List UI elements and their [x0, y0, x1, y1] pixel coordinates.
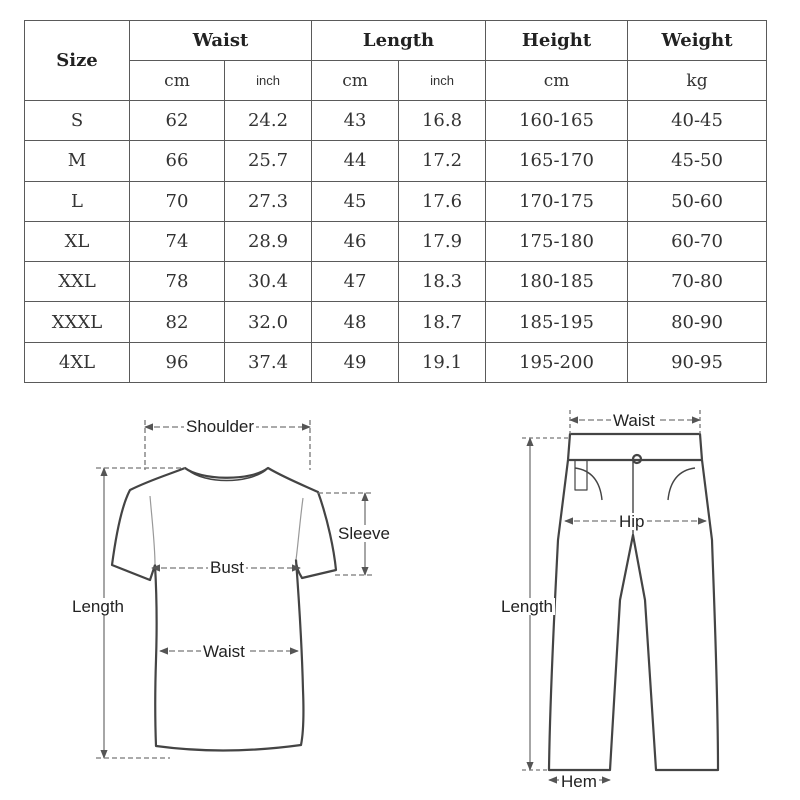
measure-cell: 40-45: [628, 101, 767, 141]
measure-cell: 18.3: [399, 262, 486, 302]
measure-cell: 17.9: [399, 221, 486, 261]
pants-waist-label: Waist: [613, 411, 655, 430]
measure-cell: 185-195: [486, 302, 628, 342]
measure-cell: 175-180: [486, 221, 628, 261]
weight-kg-unit: kg: [628, 61, 767, 101]
measure-cell: 48: [312, 302, 399, 342]
size-cell: XXL: [25, 262, 130, 302]
measure-cell: 45: [312, 181, 399, 221]
measure-cell: 25.7: [225, 141, 312, 181]
measure-cell: 60-70: [628, 221, 767, 261]
measure-cell: 165-170: [486, 141, 628, 181]
length-inch-unit: inch: [399, 61, 486, 101]
measure-cell: 24.2: [225, 101, 312, 141]
measure-cell: 82: [130, 302, 225, 342]
tshirt-sleeve-label: Sleeve: [338, 524, 390, 543]
waist-header: Waist: [130, 21, 312, 61]
measure-cell: 90-95: [628, 342, 767, 382]
length-header: Length: [312, 21, 486, 61]
measure-cell: 70: [130, 181, 225, 221]
measure-cell: 17.2: [399, 141, 486, 181]
measure-cell: 32.0: [225, 302, 312, 342]
tshirt-length-label: Length: [72, 597, 124, 616]
measure-cell: 49: [312, 342, 399, 382]
measure-cell: 62: [130, 101, 225, 141]
size-cell: 4XL: [25, 342, 130, 382]
waist-inch-unit: inch: [225, 61, 312, 101]
pants-hem-label: Hem: [561, 772, 597, 791]
tshirt-measure-lines: [96, 417, 372, 758]
tshirt-bust-label: Bust: [210, 558, 245, 577]
measure-cell: 78: [130, 262, 225, 302]
measure-cell: 46: [312, 221, 399, 261]
tshirt-waist-label: Waist: [203, 642, 245, 661]
measure-cell: 74: [130, 221, 225, 261]
measure-cell: 195-200: [486, 342, 628, 382]
height-header: Height: [486, 21, 628, 61]
measure-cell: 30.4: [225, 262, 312, 302]
measure-cell: 96: [130, 342, 225, 382]
measure-cell: 160-165: [486, 101, 628, 141]
measure-cell: 37.4: [225, 342, 312, 382]
measure-cell: 66: [130, 141, 225, 181]
size-cell: L: [25, 181, 130, 221]
measure-cell: 80-90: [628, 302, 767, 342]
length-cm-unit: cm: [312, 61, 399, 101]
waist-cm-unit: cm: [130, 61, 225, 101]
measure-cell: 50-60: [628, 181, 767, 221]
measure-cell: 27.3: [225, 181, 312, 221]
measure-cell: 18.7: [399, 302, 486, 342]
measure-cell: 17.6: [399, 181, 486, 221]
size-cell: XL: [25, 221, 130, 261]
measure-cell: 170-175: [486, 181, 628, 221]
size-header: Size: [25, 21, 130, 101]
size-cell: S: [25, 101, 130, 141]
measure-cell: 43: [312, 101, 399, 141]
measure-cell: 19.1: [399, 342, 486, 382]
measure-cell: 180-185: [486, 262, 628, 302]
size-cell: M: [25, 141, 130, 181]
measure-cell: 70-80: [628, 262, 767, 302]
measure-cell: 47: [312, 262, 399, 302]
height-cm-unit: cm: [486, 61, 628, 101]
size-cell: XXXL: [25, 302, 130, 342]
tshirt-shoulder-label: Shoulder: [186, 417, 255, 436]
tshirt-outline: [112, 468, 336, 750]
weight-header: Weight: [628, 21, 767, 61]
pants-outline: [549, 434, 718, 770]
measure-cell: 44: [312, 141, 399, 181]
measure-cell: 16.8: [399, 101, 486, 141]
measure-cell: 28.9: [225, 221, 312, 261]
measure-cell: 45-50: [628, 141, 767, 181]
pants-hip-label: Hip: [619, 512, 645, 531]
pants-length-label: Length: [501, 597, 553, 616]
